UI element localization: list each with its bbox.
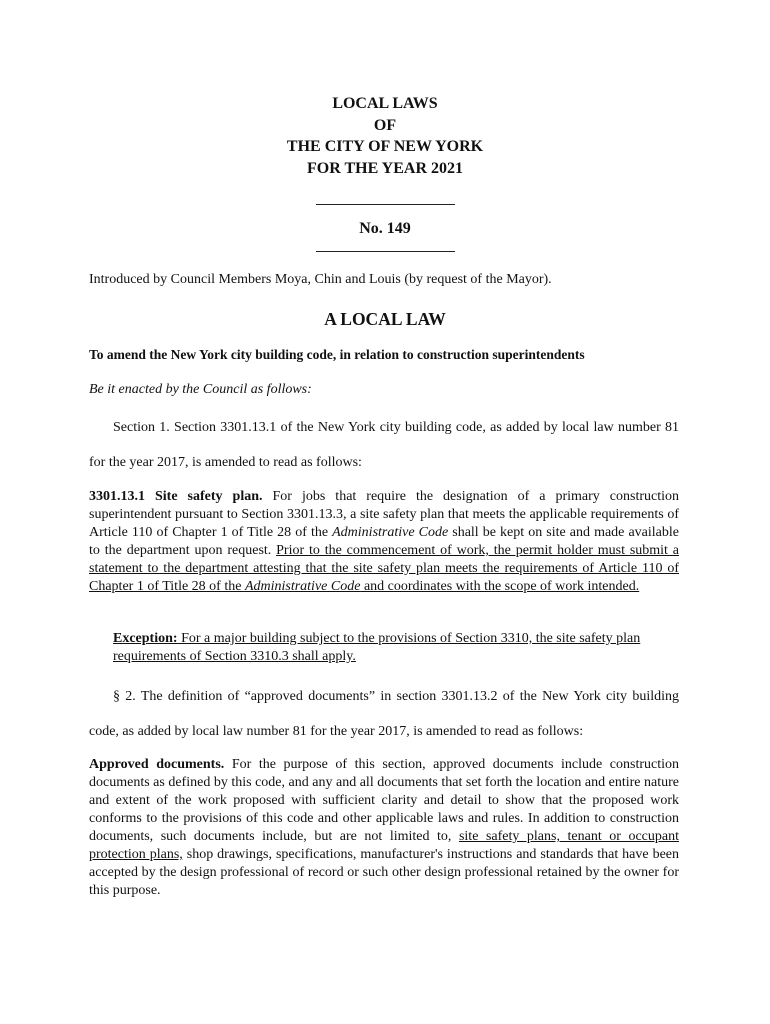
provision-1-code-ref-2: Administrative Code xyxy=(244,579,361,594)
provision-1-code-ref-1: Administrative Code xyxy=(332,525,449,540)
section-1-text: Section 1. Section 3301.13.1 of the New York city building code, as added by local law number 81 for the year 2017, is amended to read as follows: xyxy=(89,420,679,470)
divider-top xyxy=(316,204,455,205)
exception-label: Exception: xyxy=(113,631,178,646)
title-line-3: THE CITY OF NEW YORK xyxy=(286,138,484,155)
exception-text: For a major building subject to the provisions of Section 3310, the site safety plan requirements of Section 3310.3 shall apply. xyxy=(113,631,641,664)
provision-1-text-b: shall be kept on site and made available to the department upon request. xyxy=(89,525,679,558)
law-number: No. 149 xyxy=(359,220,411,237)
section-1-intro xyxy=(89,410,679,480)
law-purpose: To amend the New York city building code, in relation to construction superintendents xyxy=(89,347,585,362)
provision-1-underlined-a: Prior to the commencement of work, the permit holder must submit a statement to the department attesting that the site safety plan meets the requirements of Article 110 of Chapter 1 of Title 28 of the xyxy=(89,543,679,594)
title-line-4: FOR THE YEAR 2021 xyxy=(306,159,463,177)
provision-2-heading: Approved documents. xyxy=(89,757,225,772)
provision-1-underlined-b: and coordinates with the scope of work intended. xyxy=(360,579,640,594)
provision-site-safety-plan xyxy=(89,488,679,596)
divider-bottom xyxy=(316,251,455,252)
law-heading: A LOCAL LAW xyxy=(324,309,446,329)
section-2-intro xyxy=(89,679,679,749)
title-line-2: OF xyxy=(373,116,397,134)
section-2-text: § 2. The definition of “approved documents” in section 3301.13.2 of the New York city building code, as added by local law number 81 for the year 2017, is amended to read as follows: xyxy=(89,689,679,739)
provision-2-underlined: site safety plans, tenant or occupant protection plans, xyxy=(89,829,679,862)
title-line-1: LOCAL LAWS xyxy=(332,95,438,112)
introduced-by: Introduced by Council Members Moya, Chin and Louis (by request of the Mayor). xyxy=(89,272,552,287)
provision-1-heading: 3301.13.1 Site safety plan. xyxy=(89,489,263,504)
provision-2-text-b: shop drawings, specifications, manufacturer's instructions and standards that have been accepted by the design professional of record or such other design professional retained by the owner for this purpose. xyxy=(89,847,680,898)
document-title xyxy=(0,93,770,179)
provision-1-text-a: For jobs that require the designation of a primary construction superintendent pursuant to Section 3301.13.3, a site safety plan that meets the applicable requirements of Article 110 of Chapter 1 of Title 28 of the xyxy=(89,489,679,540)
provision-2-text-a: For the purpose of this section, approved documents include construction documents as defined by this code, and any and all documents that set forth the location and entire nature and extent of the work proposed with sufficient clarity and detail to show that the proposed work conforms to the provisions of this code and other applicable laws and rules. In addition to construction documents, such documents include, but are not limited to, xyxy=(89,757,680,844)
enacting-clause: Be it enacted by the Council as follows: xyxy=(89,382,312,397)
exception-clause xyxy=(113,630,679,666)
provision-approved-documents xyxy=(89,756,679,900)
